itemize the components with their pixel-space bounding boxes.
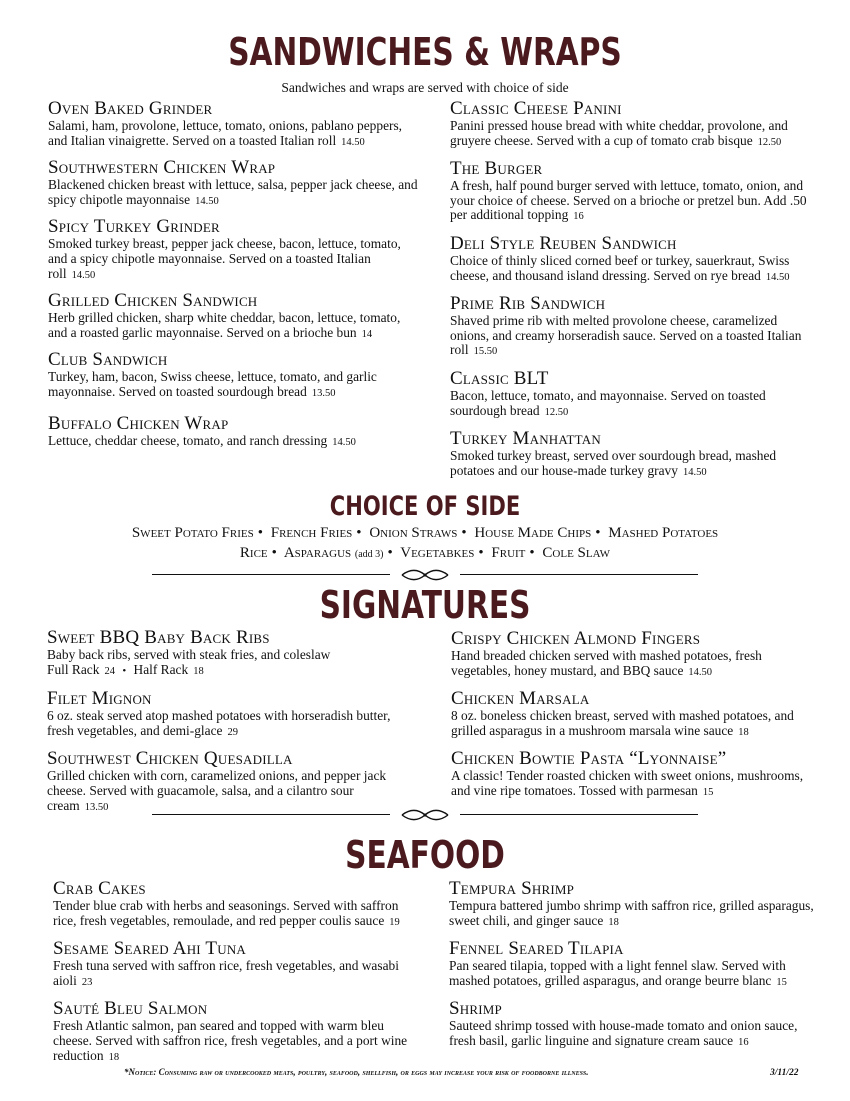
seafood-title: SEAFOOD: [345, 833, 505, 877]
item-price: 19: [389, 916, 400, 928]
item-name: Sesame Seared Ahi Tuna: [53, 938, 246, 960]
seafood-right-column: [449, 879, 814, 1060]
menu-item: [48, 158, 418, 209]
item-price: 14.50: [71, 269, 96, 281]
item-name: Sauté Bleu Salmon: [53, 998, 208, 1020]
item-name: The Burger: [450, 158, 543, 180]
item-description: Panini pressed house bread with white cheddar, provolone, and gruyere cheese. Served with a cup of tomato crab bisque 12.50: [450, 118, 788, 148]
sides-title: CHOICE OF SIDE: [329, 491, 521, 522]
item-description: Grilled chicken with corn, caramelized onions, and pepper jack cheese. Served with guacamole, salsa, and a cilantro sour cream 13.50: [47, 768, 387, 813]
menu-item: [53, 939, 421, 990]
item-price: 14.50: [682, 466, 707, 478]
item-description: Baby back ribs, served with steak fries, and coleslaw: [47, 647, 331, 662]
item-description: Pan seared tilapia, topped with a light fennel slaw. Served with mashed potatoes, grilled asparagus, and orange beurre blanc 15: [449, 958, 787, 988]
item-name: Southwestern Chicken Wrap: [48, 157, 276, 179]
signatures-left-column: [47, 628, 417, 824]
item-price: 18: [608, 916, 619, 928]
signatures-title: SIGNATURES: [319, 583, 531, 627]
item-price: 14.50: [765, 271, 790, 283]
menu-date: 3/11/22: [770, 1068, 799, 1078]
item-description: Blackened chicken breast with lettuce, salsa, pepper jack cheese, and spicy chipotle mayonnaise 14.50: [48, 177, 418, 207]
item-name: Fennel Seared Tilapia: [449, 938, 624, 960]
menu-item: [47, 689, 417, 740]
health-notice: *Notice: Consuming raw or undercooked meats, poultry, seafood, shellfish, or eggs may increase your risk of foodborne illness.: [124, 1067, 589, 1077]
side-option: House Made Chips: [474, 525, 592, 541]
side-option: French Fries: [270, 525, 353, 541]
side-option: Onion Straws: [369, 525, 458, 541]
item-description: Turkey, ham, bacon, Swiss cheese, lettuce, tomato, and garlic mayonnaise. Served on toasted sourdough bread 13.50: [48, 369, 377, 399]
flourish-icon: [400, 808, 450, 822]
sandwiches-title: SANDWICHES & WRAPS: [228, 30, 622, 74]
item-price: 14.50: [341, 136, 365, 148]
item-description: Fresh Atlantic salmon, pan seared and topped with warm bleu cheese. Served with saffron rice, fresh vegetables, and a port wine reduction 18: [53, 1018, 408, 1063]
seafood-left-column: [53, 879, 421, 1074]
item-description: Smoked turkey breast, pepper jack cheese, bacon, lettuce, tomato, and a spicy chipotle mayonnaise. Served on a toasted Italian roll 14.50: [48, 236, 401, 281]
item-description: 6 oz. steak served atop mashed potatoes with horseradish butter, fresh vegetables, and demi-glace 29: [47, 708, 391, 738]
item-price: 23: [81, 976, 93, 988]
flourish-icon: [400, 568, 450, 582]
item-name: Crispy Chicken Almond Fingers: [451, 628, 701, 649]
sandwiches-subtitle: Sandwiches and wraps are served with choice of side: [281, 80, 569, 95]
item-description: Tempura battered jumbo shrimp with saffron rice, grilled asparagus, sweet chili, and ginger sauce 18: [449, 898, 814, 928]
menu-item: [449, 939, 814, 990]
item-name: Spicy Turkey Grinder: [48, 216, 220, 238]
menu-item: [53, 879, 421, 930]
item-description: A classic! Tender roasted chicken with sweet onions, mushrooms, and vine ripe tomatoes. Tossed with parmesan 15: [451, 768, 804, 798]
menu-item: [48, 414, 418, 451]
item-name: Turkey Manhattan: [450, 428, 601, 450]
item-price: 12.50: [757, 136, 782, 148]
item-price: 14.50: [332, 436, 356, 448]
item-name: Prime Rib Sandwich: [450, 293, 606, 315]
item-description: Bacon, lettuce, tomato, and mayonnaise. Served on toasted sourdough bread 12.50: [450, 387, 766, 418]
item-name: Tempura Shrimp: [449, 878, 575, 899]
item-description: Smoked turkey breast, served over sourdough bread, mashed potatoes and our house-made turkey gravy 14.50: [450, 448, 777, 478]
side-option: Sweet Potato Fries: [131, 525, 254, 541]
signatures-right-column: [451, 629, 816, 810]
item-name: Filet Mignon: [47, 688, 152, 710]
item-description: Sauteed shrimp tossed with house-made tomato and onion sauce, fresh basil, garlic linguine and signature cream sauce 16: [449, 1018, 798, 1048]
menu-item: [450, 234, 815, 285]
menu-item: [47, 628, 417, 679]
item-description: Salami, ham, provolone, lettuce, tomato, onions, pablano peppers, and Italian vinaigrette. Served on a toasted Italian roll 14.50: [48, 118, 403, 148]
item-size-options: Full Rack 24 • Half Rack 18: [47, 661, 204, 677]
item-price: 15: [702, 786, 714, 798]
sides-row-1: Sweet Potato Fries • French Fries • Onion Straws • House Made Chips • Mashed Potatoes: [131, 525, 719, 541]
menu-item: [53, 999, 421, 1065]
item-description: A fresh, half pound burger served with lettuce, tomato, onion, and your choice of cheese. Served on a brioche or pretzel bun. Add .50 per additional topping 16: [450, 178, 807, 223]
item-price: 15.50: [473, 346, 498, 358]
item-description: Tender blue crab with herbs and seasonings. Served with saffron rice, fresh vegetables, remoulade, and red pepper coulis sauce 19: [53, 898, 400, 928]
item-name: Shrimp: [449, 998, 502, 1020]
item-price: 13.50: [311, 387, 336, 399]
item-price: 15: [776, 976, 787, 988]
item-description: Lettuce, cheddar cheese, tomato, and ranch dressing 14.50: [48, 432, 356, 448]
item-price: 14: [361, 328, 373, 340]
menu-item: [48, 217, 418, 283]
item-description: Hand breaded chicken served with mashed potatoes, fresh vegetables, honey mustard, and BBQ sauce 14.50: [451, 648, 762, 678]
item-price: 29: [227, 726, 238, 738]
item-name: Chicken Bowtie Pasta “Lyonnaise”: [451, 748, 727, 770]
menu-item: [449, 999, 814, 1050]
side-option: Vegetabkes: [400, 545, 475, 561]
item-price: 16: [738, 1036, 749, 1048]
item-price: 13.50: [84, 801, 109, 813]
side-option: Mashed Potatoes: [608, 525, 719, 541]
sandwiches-right-column: [450, 99, 815, 489]
menu-item: [451, 629, 816, 680]
menu-item: [451, 749, 816, 800]
ornamental-divider: [152, 808, 698, 822]
menu-item: [450, 429, 815, 480]
menu-item: [450, 99, 815, 150]
item-name: Grilled Chicken Sandwich: [48, 290, 258, 312]
side-option: Rice: [239, 545, 268, 561]
item-name: Oven Baked Grinder: [48, 98, 213, 119]
item-description: Shaved prime rib with melted provolone cheese, caramelized onions, and creamy horseradish sauce. Served on a toasted Italian roll 15.50: [450, 313, 802, 358]
side-option: Fruit: [491, 545, 526, 561]
item-description: Herb grilled chicken, sharp white cheddar, bacon, lettuce, tomato, and a roasted garlic mayonnaise. Served on a brioche bun 14: [48, 310, 401, 340]
sides-row-2: Rice • Asparagus (add 3) • Vegetabkes • Fruit • Cole Slaw: [239, 545, 611, 561]
sandwiches-left-column: [48, 99, 418, 459]
item-description: 8 oz. boneless chicken breast, served with mashed potatoes, and grilled asparagus in a mushroom marsala wine sauce 18: [451, 708, 794, 738]
item-name: Southwest Chicken Quesadilla: [47, 748, 293, 770]
item-price: 16: [573, 211, 584, 223]
item-price: 18: [108, 1051, 120, 1063]
item-name: Club Sandwich: [48, 349, 168, 371]
menu-item: [449, 879, 814, 930]
menu-item: [48, 350, 418, 401]
menu-item: [48, 99, 418, 150]
item-name: Sweet BBQ Baby Back Ribs: [47, 627, 270, 648]
item-price: 18: [738, 726, 749, 738]
menu-item: [450, 159, 815, 225]
item-name: Crab Cakes: [53, 878, 146, 899]
item-name: Deli Style Reuben Sandwich: [450, 232, 677, 254]
item-price: 14.50: [195, 195, 219, 207]
item-name: Classic BLT: [450, 367, 549, 389]
side-option: Asparagus: [283, 545, 352, 561]
ornamental-divider: [152, 568, 698, 582]
item-description: Fresh tuna served with saffron rice, fresh vegetables, and wasabi aioli 23: [53, 958, 399, 988]
menu-item: [450, 294, 815, 360]
item-name: Buffalo Chicken Wrap: [48, 412, 229, 434]
item-price: 12.50: [544, 406, 569, 418]
item-name: Chicken Marsala: [451, 688, 590, 710]
menu-item: [451, 689, 816, 740]
side-option-note: (add 3): [354, 549, 384, 560]
menu-item: [48, 291, 418, 342]
side-option: Cole Slaw: [542, 545, 611, 561]
item-price: 14.50: [688, 666, 713, 678]
item-description: Choice of thinly sliced corned beef or turkey, sauerkraut, Swiss cheese, and thousand island dressing. Served on rye bread 14.50: [450, 252, 790, 283]
menu-item: [450, 369, 815, 420]
menu-item: [47, 749, 417, 815]
item-name: Classic Cheese Panini: [450, 98, 622, 119]
